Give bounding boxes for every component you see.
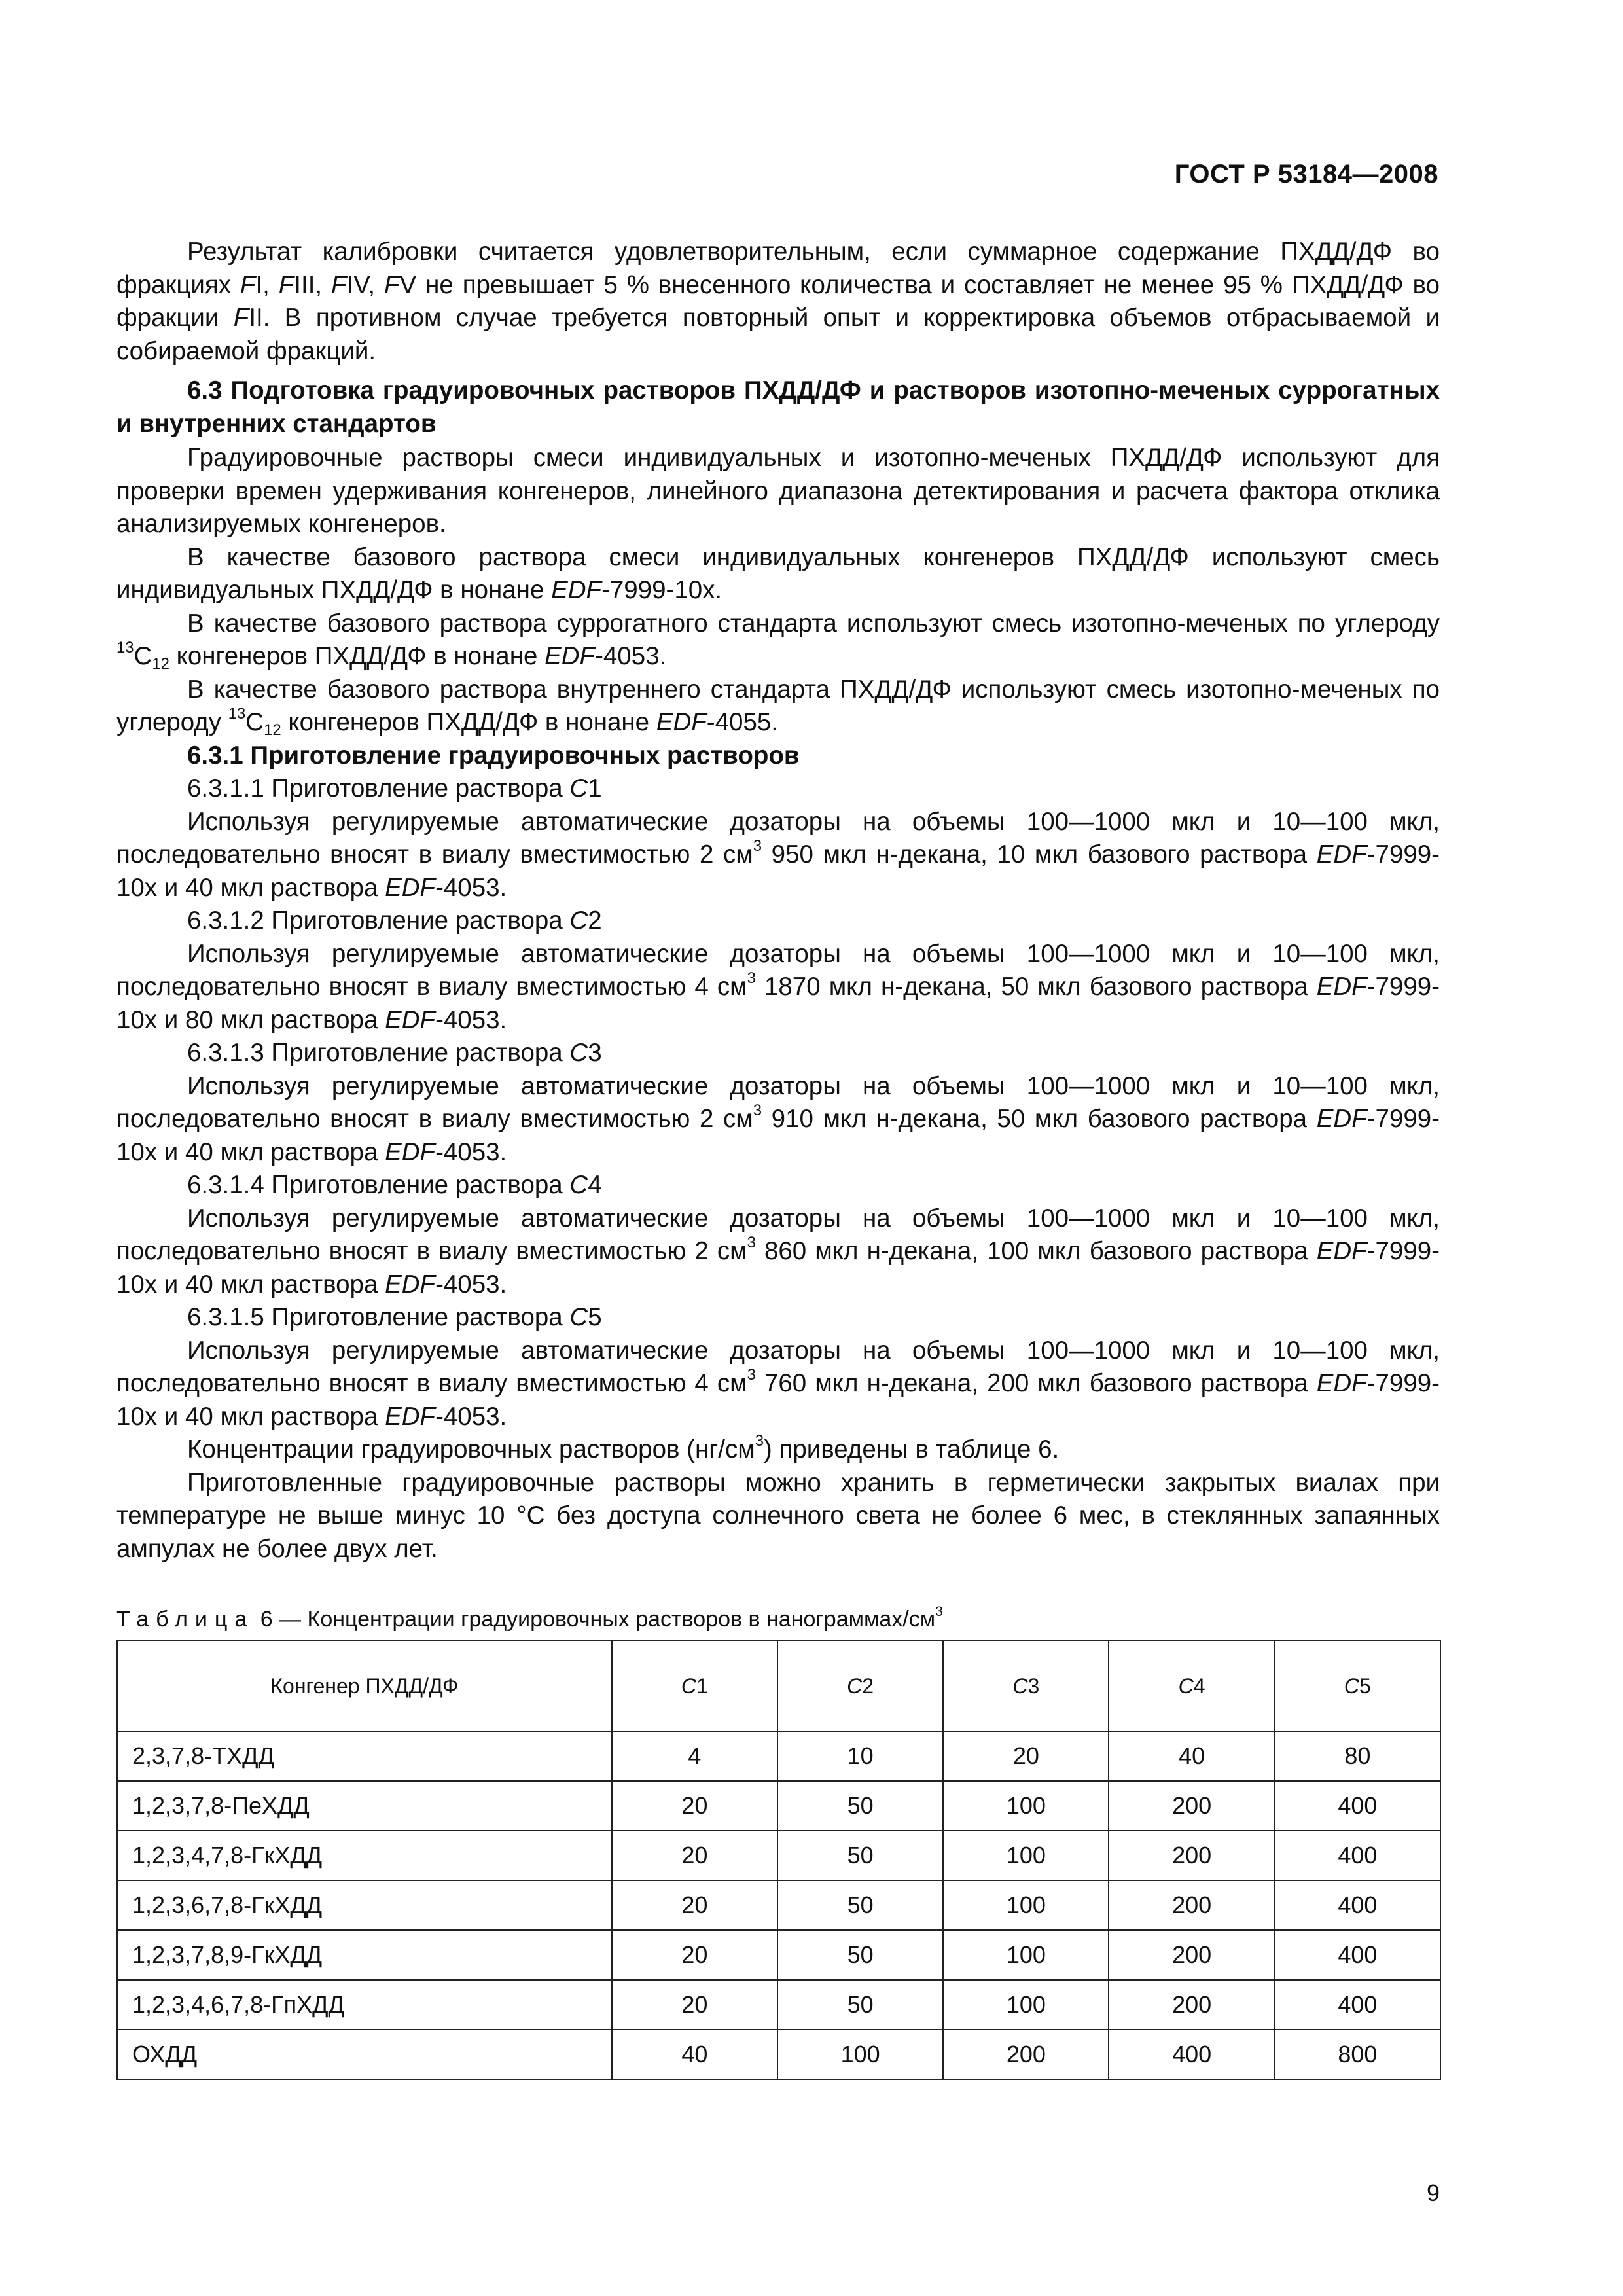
concentration-cell: 200 <box>1109 1930 1274 1980</box>
column-header-solution: С4 <box>1109 1641 1274 1731</box>
standard-header: ГОСТ Р 53184—2008 <box>1174 160 1438 188</box>
paragraph: Результат калибровки считается удовлетворительным, если суммарное содержание ПХДД/ДФ во фракциях FI, FIII, FIV, FV не превышает 5 % внесенного количества и составляет не менее 95 % ПХДД/ДФ во фракции FII. В противном случае требуется повторный опыт и корректировка объемов отбрасываемой и собираемой фракций. <box>116 238 1440 365</box>
concentration-cell: 50 <box>777 1831 943 1880</box>
subsection-heading: 6.3.1 Приготовление градуировочных растворов <box>187 741 800 770</box>
concentration-cell: 50 <box>777 1980 943 2030</box>
paragraph: Используя регулируемые автоматические дозаторы на объемы 100—1000 мкл и 10—100 мкл, последовательно вносят в виалу вместимостью 2 $см^3$ 950 мкл н-декана, 10 мкл базового раствора EDF-7999-10х и 40 мкл раствора EDF-4053. <box>116 807 1440 902</box>
concentration-cell: 10 <box>777 1731 943 1781</box>
concentration-cell: 100 <box>943 1880 1109 1930</box>
concentration-cell: 200 <box>1109 1880 1274 1930</box>
table-row <box>117 1831 1440 1880</box>
concentration-cell: 50 <box>777 1781 943 1831</box>
concentration-cell: 20 <box>612 1980 777 2030</box>
concentration-cell: 400 <box>1109 2030 1274 2079</box>
paragraph: 6.3.1.2 Приготовление раствора С2 <box>187 906 602 935</box>
paragraph: 6.3.1.4 Приготовление раствора С4 <box>187 1171 602 1199</box>
congener-name-cell: 1,2,3,4,7,8-ГкХДД <box>117 1831 612 1880</box>
concentration-cell: 20 <box>612 1831 777 1880</box>
document-body <box>116 236 1440 1566</box>
table-row <box>117 1880 1440 1930</box>
concentration-cell: 4 <box>612 1731 777 1781</box>
concentration-cell: 50 <box>777 1880 943 1930</box>
concentration-cell: 20 <box>943 1731 1109 1781</box>
column-header-solution: С2 <box>777 1641 943 1731</box>
table-caption-title: 6 — Концентрации градуировочных растворов в нанограммах/$см^3$ <box>254 1604 943 1632</box>
table-row <box>117 1930 1440 1980</box>
paragraph: Приготовленные градуировочные растворы можно хранить в герметически закрытых виалах при температуре не выше минус 10 °С без доступа солнечного света не более 6 мес, в стеклянных запаянных ампулах не более двух лет. <box>116 1468 1440 1563</box>
column-header-solution: С3 <box>943 1641 1109 1731</box>
paragraph: Концентрации градуировочных растворов $(нг/см^3)$ приведены в таблице 6. <box>187 1432 1060 1463</box>
congener-name-cell: 1,2,3,4,6,7,8-ГпХДД <box>117 1980 612 2030</box>
congener-name-cell: 2,3,7,8-ТХДД <box>117 1731 612 1781</box>
column-header-solution: С5 <box>1275 1641 1440 1731</box>
concentration-cell: 40 <box>1109 1731 1274 1781</box>
congener-name-cell: 1,2,3,7,8,9-ГкХДД <box>117 1930 612 1980</box>
concentration-cell: 800 <box>1275 2030 1440 2079</box>
paragraph: В качестве базового раствора суррогатного стандарта используют смесь изотопно-меченых по углероду $^{13}С_{12}$ конгенеров ПХДД/ДФ в нонане EDF-4053. <box>116 609 1440 673</box>
table-row <box>117 1781 1440 1831</box>
concentration-cell: 100 <box>943 1781 1109 1831</box>
paragraph: Используя регулируемые автоматические дозаторы на объемы 100—1000 мкл и 10—100 мкл, последовательно вносят в виалу вместимостью 2 $см^3$ 860 мкл н-декана, 100 мкл базового раствора EDF-7999-10х и 40 мкл раствора EDF-4053. <box>116 1204 1440 1299</box>
concentration-cell: 40 <box>612 2030 777 2079</box>
concentration-cell: 20 <box>612 1880 777 1930</box>
concentration-cell: 50 <box>777 1930 943 1980</box>
concentration-cell: 400 <box>1275 1980 1440 2030</box>
table-caption-label: Таблица <box>116 1607 255 1632</box>
congener-name-cell: 1,2,3,7,8-ПеХДД <box>117 1781 612 1831</box>
paragraph: 6.3.1.1 Приготовление раствора С1 <box>187 774 602 802</box>
table-header-row <box>117 1641 1440 1731</box>
concentration-table <box>116 1640 1441 2080</box>
paragraph: Градуировочные растворы смеси индивидуальных и изотопно-меченых ПХДД/ДФ используют для проверки времен удерживания конгенеров, линейного диапазона детектирования и расчета фактора отклика анализируемых конгенеров. <box>116 444 1440 538</box>
table-row <box>117 1980 1440 2030</box>
column-header-congener: Конгенер ПХДД/ДФ <box>117 1641 612 1731</box>
concentration-cell: 80 <box>1275 1731 1440 1781</box>
concentration-cell: 200 <box>1109 1781 1274 1831</box>
concentration-cell: 200 <box>1109 1831 1274 1880</box>
concentration-cell: 200 <box>1109 1980 1274 2030</box>
paragraph: Используя регулируемые автоматические дозаторы на объемы 100—1000 мкл и 10—100 мкл, последовательно вносят в виалу вместимостью 4 $см^3$ 1870 мкл н-декана, 50 мкл базового раствора EDF-7999-10х и 80 мкл раствора EDF-4053. <box>116 939 1440 1034</box>
page-number: 9 <box>1426 2179 1440 2206</box>
paragraph: 6.3.1.3 Приготовление раствора С3 <box>187 1039 602 1067</box>
table-caption <box>116 1605 1440 1634</box>
paragraph: В качестве базового раствора внутреннего стандарта ПХДД/ДФ используют смесь изотопно-меченых по углероду $^{13}С_{12}$ конгенеров ПХДД/ДФ в нонане EDF-4055. <box>116 675 1440 740</box>
table-row <box>117 2030 1440 2079</box>
concentration-cell: 100 <box>943 1980 1109 2030</box>
concentration-cell: 400 <box>1275 1831 1440 1880</box>
concentration-cell: 200 <box>943 2030 1109 2079</box>
paragraph: В качестве базового раствора смеси индивидуальных конгенеров ПХДД/ДФ используют смесь индивидуальных ПХДД/ДФ в нонане EDF-7999-10х. <box>116 543 1440 604</box>
congener-name-cell: ОХДД <box>117 2030 612 2079</box>
concentration-cell: 20 <box>612 1781 777 1831</box>
congener-name-cell: 1,2,3,6,7,8-ГкХДД <box>117 1880 612 1930</box>
concentration-cell: 20 <box>612 1930 777 1980</box>
concentration-cell: 100 <box>943 1831 1109 1880</box>
paragraph: 6.3.1.5 Приготовление раствора С5 <box>187 1303 602 1331</box>
table-row <box>117 1731 1440 1781</box>
concentration-cell: 400 <box>1275 1930 1440 1980</box>
concentration-cell: 100 <box>777 2030 943 2079</box>
concentration-cell: 400 <box>1275 1880 1440 1930</box>
paragraph: Используя регулируемые автоматические дозаторы на объемы 100—1000 мкл и 10—100 мкл, последовательно вносят в виалу вместимостью 4 $см^3$ 760 мкл н-декана, 200 мкл базового раствора EDF-7999-10х и 40 мкл раствора EDF-4053. <box>116 1336 1440 1431</box>
concentration-cell: 100 <box>943 1930 1109 1980</box>
section-heading: 6.3 Подготовка градуировочных растворов ПХДД/ДФ и растворов изотопно-меченых суррогатных и внутренних стандартов <box>116 376 1440 438</box>
column-header-solution: С1 <box>612 1641 777 1731</box>
concentration-cell: 400 <box>1275 1781 1440 1831</box>
paragraph: Используя регулируемые автоматические дозаторы на объемы 100—1000 мкл и 10—100 мкл, последовательно вносят в виалу вместимостью 2 $см^3$ 910 мкл н-декана, 50 мкл базового раствора EDF-7999-10х и 40 мкл раствора EDF-4053. <box>116 1071 1440 1166</box>
